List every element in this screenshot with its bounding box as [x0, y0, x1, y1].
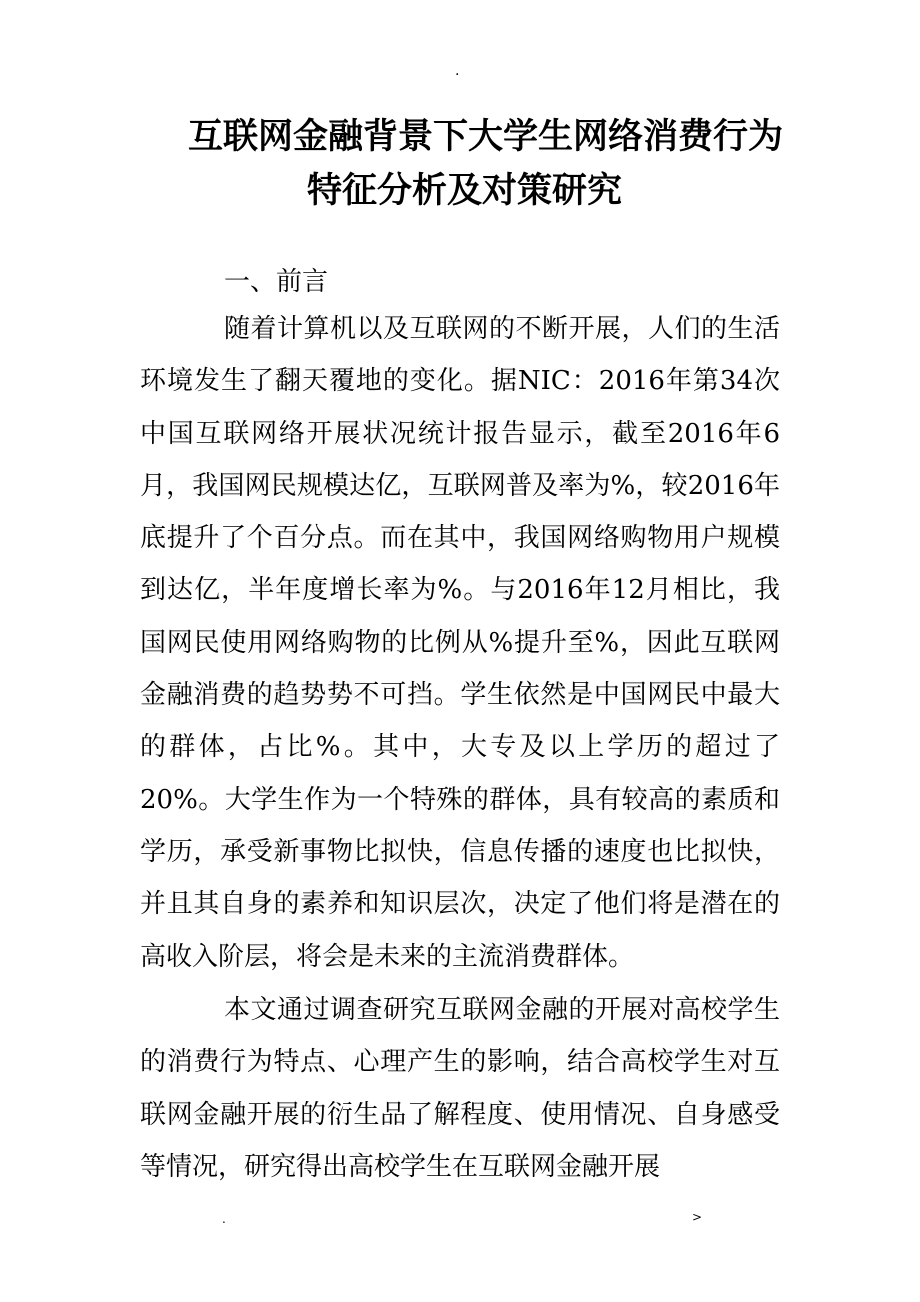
footer-arrow: >: [692, 1210, 703, 1224]
header-dot: .: [455, 63, 460, 79]
paragraph-1: 随着计算机以及互联网的不断开展，人们的生活环境发生了翻天覆地的变化。据NIC：2016年第34次中国互联网络开展状况统计报告显示，截至2016年6月，我国网民规模达亿，互联网普及率为%，较2016年底提升了个百分点。而在其中，我国网络购物用户规模到达亿，半年度增长率为%。与2016年12月相比，我国网民使用网络购物的比例从%提升至%，因此互联网金融消费的趋势势不可挡。学生依然是中国网民中最大的群体，占比%。其中，大专及以上学历的超过了20%。大学生作为一个特殊的群体，具有较高的素质和学历，承受新事物比拟快，信息传播的速度也比拟快，并且其自身的素养和知识层次，决定了他们将是潜在的高收入阶层，将会是未来的主流消费群体。: [140, 314, 780, 972]
footer-dot: .: [222, 1212, 226, 1226]
title-line-2: 特征分析及对策研究: [307, 171, 623, 211]
title-line-1: 互联网金融背景下大学生网络消费行为: [188, 117, 784, 157]
section-heading: 一、前言: [224, 267, 329, 297]
paragraph-2: 本文通过调查研究互联网金融的开展对高校学生的消费行为特点、心理产生的影响，结合高校学生对互联网金融开展的衍生品了解程度、使用情况、自身感受等情况，研究得出高校学生在互联网金融开展: [140, 995, 780, 1182]
